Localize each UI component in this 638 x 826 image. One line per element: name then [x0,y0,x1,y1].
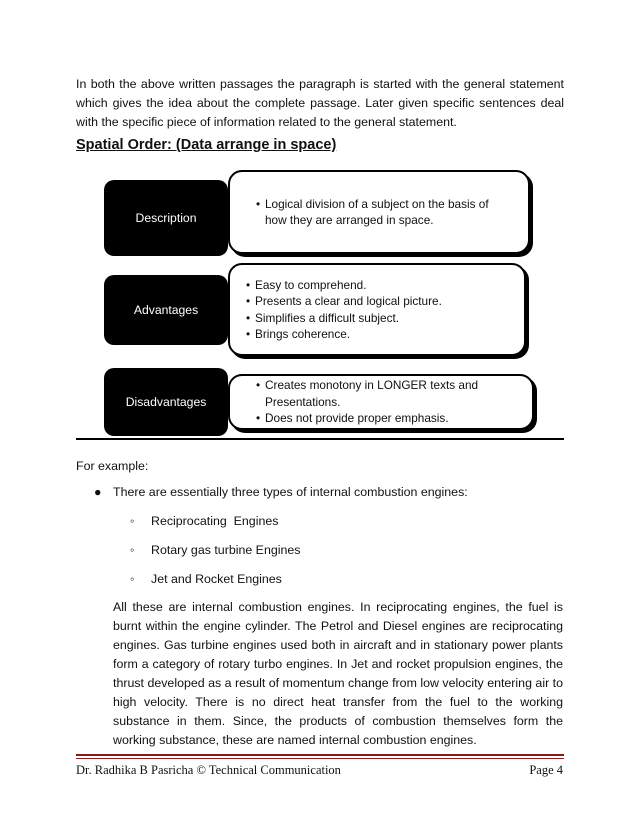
bullet-icon: ● [94,485,102,499]
intro-paragraph: In both the above written passages the paragraph is started with the general statement which gives the idea about the complete passage. Later given specific sentences deal with the specific piece of information related to the general statement. [76,77,564,129]
subitem-text: Rotary gas turbine Engines [151,543,301,557]
body-paragraph: All these are internal combustion engines. In reciprocating engines, the fuel is burnt within the engine cylinder. The Petrol and Diesel engines are reciprocating engines. Gas turbine engines used both in aircraft and in stationary power plants form a category of rotary turbo engines. In Jet and rocket propulsion engines, the thrust developed as a result of momentum change from low velocity entering air to high velocity. There is no direct heat transfer from the fuel to the working substance in them. Since, the products of combustion themselves form the working substance, these are named internal combustion engines. [113,600,563,747]
bullet-text: There are essentially three types of internal combustion engines: [113,485,468,499]
advantages-box [228,263,526,356]
description-label: Description [104,180,228,256]
disadvantages-point: • Creates monotony in LONGER texts and Presentations. [256,377,508,410]
subitem-text: Reciprocating Engines [151,514,279,528]
disadvantages-box [228,374,534,430]
circle-bullet-icon: ◦ [130,514,135,528]
section-heading: Spatial Order: (Data arrange in space) [76,137,337,153]
footer-rule [76,754,564,756]
advantages-point: • Presents a clear and logical picture. [246,293,504,310]
description-points [256,196,504,229]
example-label: For example: [76,459,149,473]
advantages-point: • Brings coherence. [246,326,504,343]
advantages-point: • Simplifies a difficult subject. [246,310,504,327]
footer-rule-thin [76,758,564,759]
circle-bullet-icon: ◦ [130,543,135,557]
footer-credit: Dr. Radhika B Pasricha © Technical Communication [76,763,341,777]
advantages-label: Advantages [104,275,228,345]
advantages-points [246,277,504,343]
disadvantages-point: • Does not provide proper emphasis. [256,410,508,427]
subitem-text: Jet and Rocket Engines [151,572,282,586]
section-divider [76,438,564,440]
description-box [228,170,530,254]
disadvantages-label: Disadvantages [104,368,228,436]
page-number: Page 4 [529,763,563,777]
circle-bullet-icon: ◦ [130,572,135,586]
disadvantages-points [256,377,508,427]
description-point: • Logical division of a subject on the basis of how they are arranged in space. [256,196,504,229]
advantages-point: • Easy to comprehend. [246,277,504,294]
